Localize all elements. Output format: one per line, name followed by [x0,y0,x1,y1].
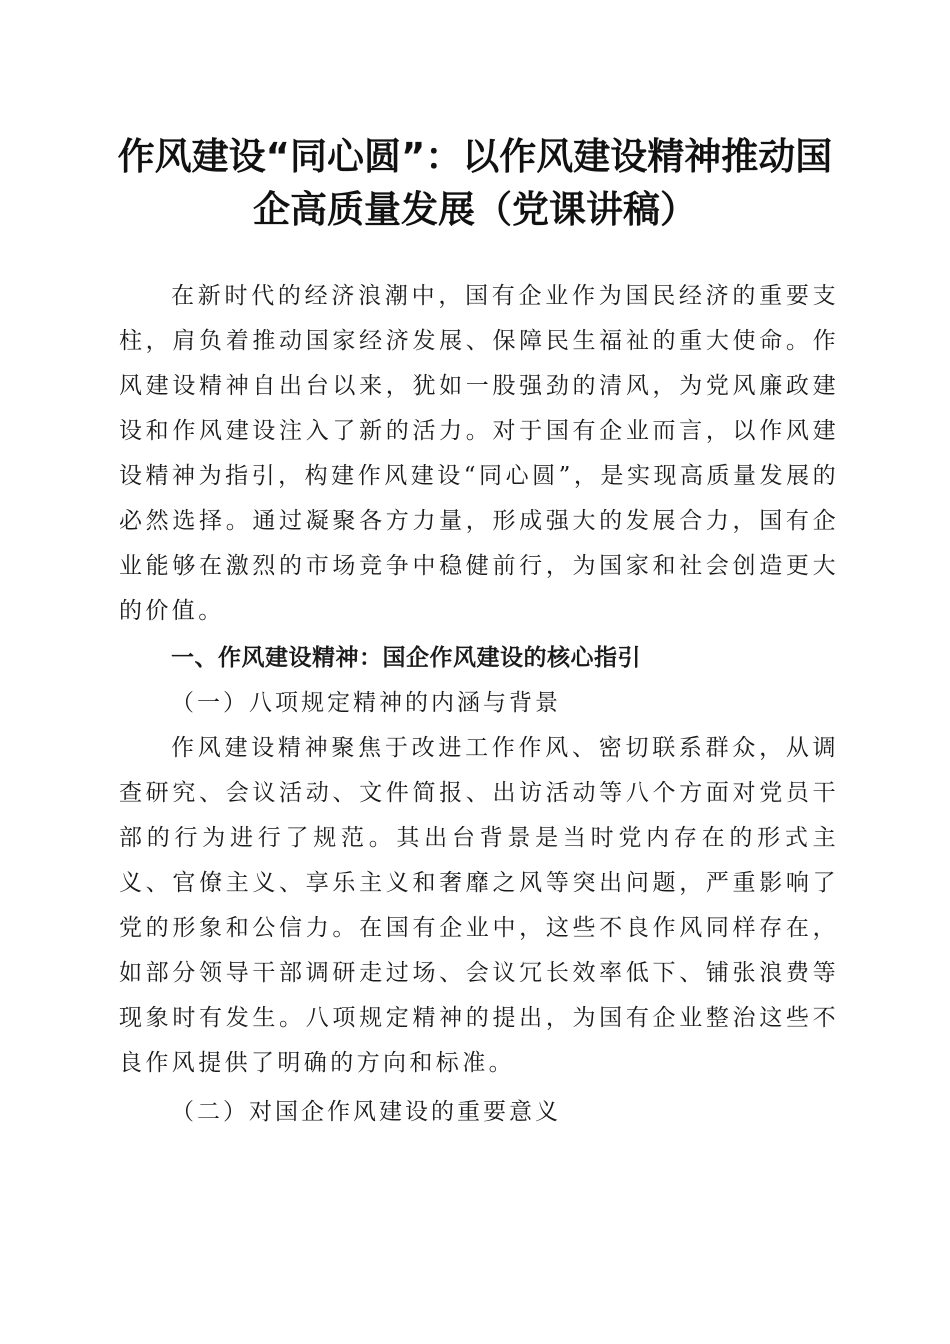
subsection-1-heading: （一）八项规定精神的内涵与背景 [171,690,561,716]
subsection-1-paragraph: 作风建设精神聚焦于改进工作作风、密切联系群众，从调查研究、会议活动、文件简报、出访活动等八个方面对党员干部的行为进行了规范。其出台背景是当时党内存在的形式主义、官僚主义、享乐主义和奢靡之风等突出问题，严重影响了党的形象和公信力。在国有企业中，这些不良作风同样存在，如部分领导干部调研走过场、会议冗长效率低下、铺张浪费等现象时有发生。八项规定精神的提出，为国有企业整治这些不良作风提供了明确的方向和标准。 [119,735,839,1076]
intro-paragraph: 在新时代的经济浪潮中，国有企业作为国民经济的重要支柱，肩负着推动国家经济发展、保障民生福祉的重大使命。作风建设精神自出台以来，犹如一股强劲的清风，为党风廉政建设和作风建设注入了新的活力。对于国有企业而言，以作风建设精神为指引，构建作风建设“同心圆”，是实现高质量发展的必然选择。通过凝聚各方力量，形成强大的发展合力，国有企业能够在激烈的市场竞争中稳健前行，为国家和社会创造更大的价值。 [119,283,839,624]
document-body [119,274,839,1135]
title-line-2: 企高质量发展（党课讲稿） [253,188,697,231]
subsection-2-heading: （二）对国企作风建设的重要意义 [171,1099,561,1125]
document-title [100,130,850,236]
section-1-heading: 一、作风建设精神：国企作风建设的核心指引 [171,645,641,671]
title-line-1: 作风建设“同心圆”：以作风建设精神推动国 [117,135,833,178]
